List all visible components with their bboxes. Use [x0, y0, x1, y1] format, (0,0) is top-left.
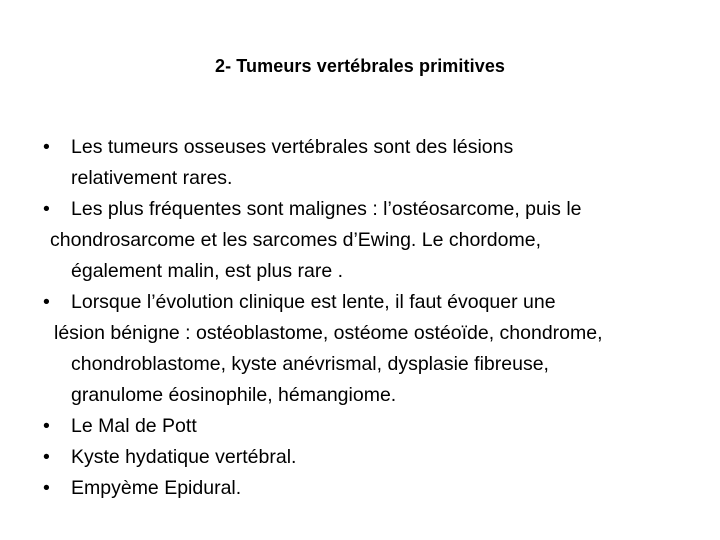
bullet-text-line: chondroblastome, kyste anévrismal, dysplasie fibreuse, [71, 353, 549, 375]
bullet-icon: • [43, 136, 50, 158]
bullet-text-line: lésion bénigne : ostéoblastome, ostéome ostéoïde, chondrome, [54, 322, 603, 344]
bullet-text-line: Les tumeurs osseuses vertébrales sont des lésions [71, 136, 514, 158]
bullet-text-line: également malin, est plus rare . [71, 260, 344, 282]
bullet-icon: • [43, 477, 50, 499]
bullet-text-line: Kyste hydatique vertébral. [71, 446, 297, 468]
bullet-icon: • [43, 198, 50, 220]
bullet-text-line: Lorsque l’évolution clinique est lente, il faut évoquer une [71, 291, 556, 313]
bullet-text-line: Le Mal de Pott [71, 415, 197, 437]
bullet-text-line: granulome éosinophile, hémangiome. [71, 384, 397, 406]
bullet-text-line: chondrosarcome et les sarcomes d’Ewing. Le chordome, [50, 229, 541, 251]
bullet-text-line: relativement rares. [71, 167, 233, 189]
bullet-text-line: Empyème Epidural. [71, 477, 242, 499]
slide-title: 2- Tumeurs vertébrales primitives [214, 56, 506, 76]
bullet-icon: • [43, 415, 50, 437]
bullet-icon: • [43, 291, 50, 313]
bullet-text-line: Les plus fréquentes sont malignes : l’ostéosarcome, puis le [71, 198, 582, 220]
bullet-icon: • [43, 446, 50, 468]
